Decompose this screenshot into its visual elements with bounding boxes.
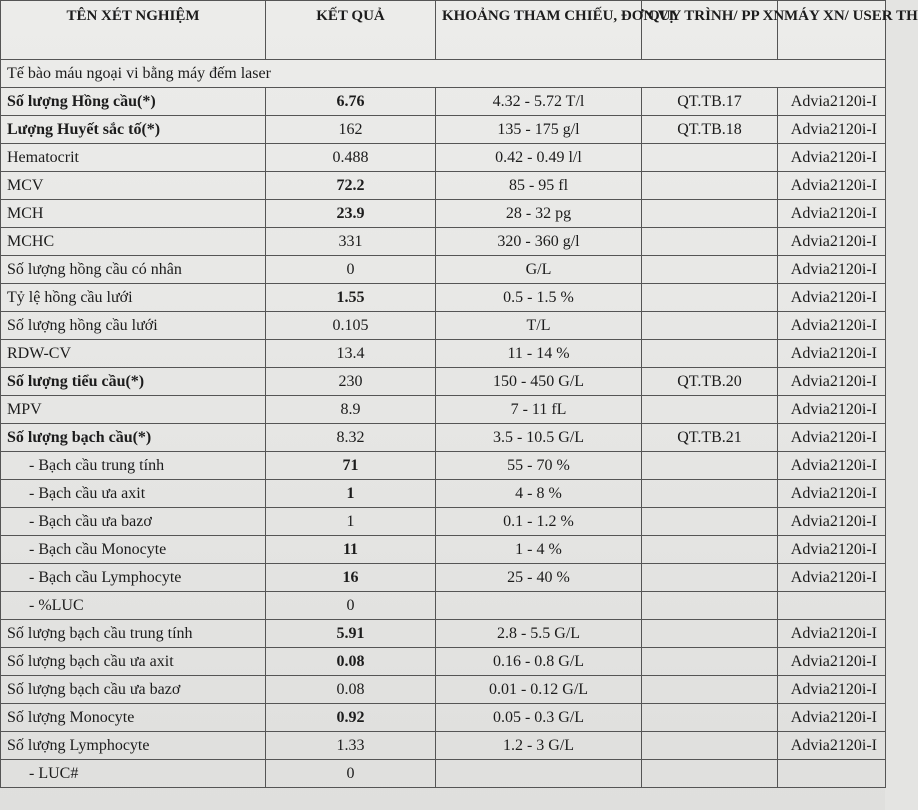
test-name-cell: MPV (1, 396, 266, 424)
procedure-cell (642, 228, 778, 256)
machine-cell: Advia2120i-I (778, 88, 886, 116)
test-name-cell: Số lượng bạch cầu ưa axit (1, 648, 266, 676)
table-body (1, 60, 886, 788)
result-cell: 1 (266, 480, 436, 508)
table-row (1, 564, 886, 592)
reference-range-cell: 320 - 360 g/l (436, 228, 642, 256)
table-row (1, 368, 886, 396)
result-cell: 1 (266, 508, 436, 536)
table-row (1, 172, 886, 200)
reference-range-cell: 0.1 - 1.2 % (436, 508, 642, 536)
result-cell: 0.105 (266, 312, 436, 340)
reference-range-cell: 0.16 - 0.8 G/L (436, 648, 642, 676)
reference-range-cell: 1.2 - 3 G/L (436, 732, 642, 760)
table-row (1, 452, 886, 480)
test-name-cell: - Bạch cầu Monocyte (1, 536, 266, 564)
result-cell: 71 (266, 452, 436, 480)
table-row (1, 340, 886, 368)
procedure-cell (642, 704, 778, 732)
test-name-cell: Số lượng tiểu cầu(*) (1, 368, 266, 396)
machine-cell: Advia2120i-I (778, 144, 886, 172)
test-name-cell: RDW-CV (1, 340, 266, 368)
table-row (1, 536, 886, 564)
test-name-cell: Số lượng Hồng cầu(*) (1, 88, 266, 116)
machine-cell: Advia2120i-I (778, 480, 886, 508)
table-row (1, 480, 886, 508)
procedure-cell (642, 172, 778, 200)
result-cell: 0 (266, 592, 436, 620)
machine-cell: Advia2120i-I (778, 452, 886, 480)
result-cell: 16 (266, 564, 436, 592)
machine-cell: Advia2120i-I (778, 340, 886, 368)
test-name-cell: Số lượng Monocyte (1, 704, 266, 732)
test-name-cell: MCH (1, 200, 266, 228)
machine-cell: Advia2120i-I (778, 424, 886, 452)
reference-range-cell: 135 - 175 g/l (436, 116, 642, 144)
machine-cell: Advia2120i-I (778, 368, 886, 396)
procedure-cell (642, 536, 778, 564)
procedure-cell (642, 620, 778, 648)
result-cell: 1.33 (266, 732, 436, 760)
reference-range-cell: 85 - 95 fl (436, 172, 642, 200)
table-row (1, 144, 886, 172)
reference-range-cell: G/L (436, 256, 642, 284)
machine-cell: Advia2120i-I (778, 116, 886, 144)
test-name-cell: Hematocrit (1, 144, 266, 172)
table-row (1, 116, 886, 144)
procedure-cell (642, 648, 778, 676)
result-cell: 0.92 (266, 704, 436, 732)
test-name-cell: Số lượng hồng cầu lưới (1, 312, 266, 340)
procedure-cell (642, 564, 778, 592)
machine-cell: Advia2120i-I (778, 312, 886, 340)
machine-cell: Advia2120i-I (778, 508, 886, 536)
test-name-cell: MCHC (1, 228, 266, 256)
machine-cell: Advia2120i-I (778, 172, 886, 200)
procedure-cell (642, 256, 778, 284)
machine-cell: Advia2120i-I (778, 704, 886, 732)
reference-range-cell: 11 - 14 % (436, 340, 642, 368)
result-cell: 230 (266, 368, 436, 396)
test-name-cell: Số lượng Lymphocyte (1, 732, 266, 760)
machine-cell (778, 592, 886, 620)
test-name-cell: - Bạch cầu Lymphocyte (1, 564, 266, 592)
test-name-cell: - Bạch cầu ưa bazơ (1, 508, 266, 536)
test-name-cell: Số lượng bạch cầu trung tính (1, 620, 266, 648)
reference-range-cell: 2.8 - 5.5 G/L (436, 620, 642, 648)
reference-range-cell: 25 - 40 % (436, 564, 642, 592)
header-result: KẾT QUẢ (266, 1, 436, 60)
procedure-cell (642, 480, 778, 508)
test-name-cell: - Bạch cầu trung tính (1, 452, 266, 480)
procedure-cell (642, 676, 778, 704)
procedure-cell (642, 340, 778, 368)
result-cell: 5.91 (266, 620, 436, 648)
table-row (1, 704, 886, 732)
result-cell: 0.08 (266, 676, 436, 704)
reference-range-cell: 0.42 - 0.49 l/l (436, 144, 642, 172)
reference-range-cell: 55 - 70 % (436, 452, 642, 480)
table-row (1, 508, 886, 536)
machine-cell: Advia2120i-I (778, 732, 886, 760)
test-name-cell: - Bạch cầu ưa axit (1, 480, 266, 508)
machine-cell: Advia2120i-I (778, 284, 886, 312)
table-row (1, 312, 886, 340)
reference-range-cell: 0.01 - 0.12 G/L (436, 676, 642, 704)
header-test-name: TÊN XÉT NGHIỆM (1, 1, 266, 60)
table-row (1, 228, 886, 256)
procedure-cell (642, 452, 778, 480)
machine-cell: Advia2120i-I (778, 648, 886, 676)
machine-cell: Advia2120i-I (778, 536, 886, 564)
result-cell: 8.9 (266, 396, 436, 424)
procedure-cell (642, 396, 778, 424)
machine-cell: Advia2120i-I (778, 396, 886, 424)
reference-range-cell: T/L (436, 312, 642, 340)
table-row (1, 620, 886, 648)
machine-cell: Advia2120i-I (778, 676, 886, 704)
result-cell: 0.488 (266, 144, 436, 172)
result-cell: 11 (266, 536, 436, 564)
reference-range-cell: 0.05 - 0.3 G/L (436, 704, 642, 732)
result-cell: 0 (266, 760, 436, 788)
table-row (1, 732, 886, 760)
procedure-cell: QT.TB.18 (642, 116, 778, 144)
machine-cell: Advia2120i-I (778, 564, 886, 592)
test-name-cell: Lượng Huyết sắc tố(*) (1, 116, 266, 144)
procedure-cell (642, 200, 778, 228)
test-name-cell: - LUC# (1, 760, 266, 788)
table-row (1, 648, 886, 676)
result-cell: 331 (266, 228, 436, 256)
procedure-cell (642, 284, 778, 312)
table-row (1, 396, 886, 424)
section-row (1, 60, 886, 88)
header-reference-range: KHOẢNG THAM CHIẾU, ĐƠN VỊ (436, 1, 642, 60)
result-cell: 1.55 (266, 284, 436, 312)
reference-range-cell: 3.5 - 10.5 G/L (436, 424, 642, 452)
reference-range-cell: 0.5 - 1.5 % (436, 284, 642, 312)
machine-cell: Advia2120i-I (778, 256, 886, 284)
test-name-cell: Số lượng hồng cầu có nhân (1, 256, 266, 284)
machine-cell: Advia2120i-I (778, 620, 886, 648)
table-header (1, 1, 918, 60)
table-row (1, 256, 886, 284)
table-row (1, 424, 886, 452)
section-title: Tế bào máu ngoại vi bằng máy đếm laser (1, 60, 886, 88)
result-cell: 6.76 (266, 88, 436, 116)
procedure-cell: QT.TB.17 (642, 88, 778, 116)
result-cell: 8.32 (266, 424, 436, 452)
reference-range-cell: 4.32 - 5.72 T/l (436, 88, 642, 116)
table-row (1, 284, 886, 312)
result-cell: 162 (266, 116, 436, 144)
header-procedure: QUY TRÌNH/ PP XN (642, 1, 778, 60)
procedure-cell (642, 592, 778, 620)
machine-cell: Advia2120i-I (778, 200, 886, 228)
reference-range-cell: 4 - 8 % (436, 480, 642, 508)
machine-cell (778, 760, 886, 788)
test-name-cell: - %LUC (1, 592, 266, 620)
reference-range-cell (436, 760, 642, 788)
procedure-cell (642, 312, 778, 340)
procedure-cell (642, 760, 778, 788)
reference-range-cell: 150 - 450 G/L (436, 368, 642, 396)
procedure-cell: QT.TB.21 (642, 424, 778, 452)
table-row (1, 760, 886, 788)
test-name-cell: Số lượng bạch cầu ưa bazơ (1, 676, 266, 704)
table-row (1, 676, 886, 704)
reference-range-cell: 28 - 32 pg (436, 200, 642, 228)
test-name-cell: MCV (1, 172, 266, 200)
table-row (1, 88, 886, 116)
procedure-cell (642, 508, 778, 536)
result-cell: 0.08 (266, 648, 436, 676)
test-name-cell: Tỷ lệ hồng cầu lưới (1, 284, 266, 312)
procedure-cell: QT.TB.20 (642, 368, 778, 396)
result-cell: 13.4 (266, 340, 436, 368)
reference-range-cell: 1 - 4 % (436, 536, 642, 564)
result-cell: 72.2 (266, 172, 436, 200)
result-cell: 23.9 (266, 200, 436, 228)
reference-range-cell: 7 - 11 fL (436, 396, 642, 424)
test-name-cell: Số lượng bạch cầu(*) (1, 424, 266, 452)
header-machine: MÁY XN/ USER TH (778, 1, 886, 60)
table-row (1, 592, 886, 620)
table-row (1, 200, 886, 228)
result-cell: 0 (266, 256, 436, 284)
procedure-cell (642, 732, 778, 760)
procedure-cell (642, 144, 778, 172)
reference-range-cell (436, 592, 642, 620)
machine-cell: Advia2120i-I (778, 228, 886, 256)
